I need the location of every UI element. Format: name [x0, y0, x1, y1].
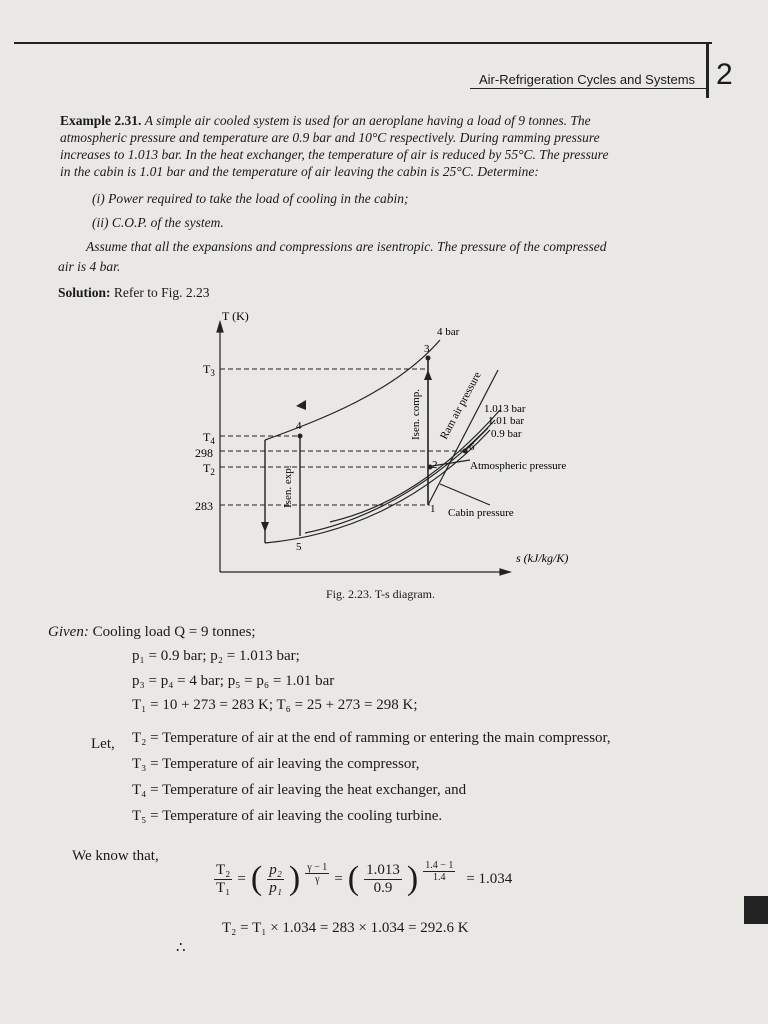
let-line-3: T₄ = Temperature of air leaving the heat exchanger, and — [132, 782, 467, 798]
pressure-fraction — [267, 862, 284, 897]
example-statement — [60, 112, 720, 180]
paren-close-1: ) — [288, 860, 301, 897]
exponent-2-numerator: 1.4 − 1 — [425, 860, 454, 871]
assumption-line-2: air is 4 bar. — [58, 259, 121, 274]
let-line-4: T₅ = Temperature of air leaving the cooling turbine. — [132, 808, 443, 824]
label-point-5: 5 — [296, 541, 302, 553]
exponent-1 — [305, 862, 329, 885]
let-line-2: T₃ = Temperature of air leaving the compressor, — [132, 756, 420, 772]
label-101: 1.01 bar — [488, 415, 525, 427]
let-line-1: T₂ = Temperature of air at the end of ramming or entering the main compressor, — [132, 730, 611, 746]
given-line-2: p₁ = 0.9 bar; p₂ = 1.013 bar; — [132, 648, 300, 664]
given-line-3: p₃ = p₄ = 4 bar; p₅ = p₆ = 1.01 bar — [132, 673, 335, 689]
label-atm: Atmospheric pressure — [470, 460, 567, 472]
label-point-4: 4 — [296, 420, 302, 432]
lhs-denominator: T₁ — [216, 879, 231, 896]
running-title: Air-Refrigeration Cycles and Systems — [479, 72, 696, 87]
we-know-text: We know that, — [72, 848, 159, 864]
figure-caption: Fig. 2.23. T-s diagram. — [326, 587, 436, 601]
compression-arrow — [424, 370, 432, 380]
value-denominator: 0.9 — [373, 879, 393, 896]
solution-text: Refer to Fig. 2.23 — [113, 285, 210, 300]
value-numerator: 1.013 — [366, 861, 400, 878]
solution-line — [58, 284, 210, 301]
header-vertical-rule — [706, 42, 709, 98]
label-ram: Ram air pressure — [438, 369, 484, 442]
example-line-3: increases to 1.013 bar. In the heat exchanger, the temperature of air is reduced by 55°C. The pressure — [60, 147, 609, 162]
state-point-6 — [463, 449, 468, 454]
ts-diagram — [0, 300, 768, 590]
given-line-4: T₁ = 10 + 273 = 283 K; T₆ = 25 + 273 = 298 K; — [132, 697, 418, 713]
exponent-1-denominator: γ — [315, 874, 320, 885]
paren-open-1: ( — [250, 860, 263, 897]
exponent-1-numerator: γ − 1 — [307, 862, 328, 873]
let-label: Let, — [91, 736, 115, 752]
isobar-cabin — [265, 430, 490, 543]
tick-t2: $T_2$ — [203, 461, 215, 477]
chapter-number: 2 — [716, 58, 733, 91]
state-point-4 — [298, 434, 303, 439]
expansion-arrow — [261, 522, 269, 532]
label-point-2: 2 — [432, 459, 438, 471]
label-4bar: 4 bar — [437, 326, 460, 338]
x-axis-arrow — [500, 569, 510, 575]
therefore-symbol: ∴ — [176, 940, 186, 956]
label-point-3: 3 — [424, 343, 430, 355]
y-axis-label: T (K) — [222, 309, 249, 323]
tick-283: 283 — [195, 499, 213, 513]
state-point-3 — [426, 356, 431, 361]
lhs-numerator: T₂ — [216, 861, 231, 878]
exponent-2 — [423, 860, 455, 883]
tick-298: 298 — [195, 446, 213, 460]
label-point-6: 6 — [469, 441, 475, 453]
top-rule — [14, 42, 712, 44]
label-cabin: Cabin pressure — [448, 507, 514, 519]
x-axis-label: s (kJ/kg/K) — [516, 551, 569, 565]
y-axis-arrow — [217, 322, 223, 332]
given-line-1 — [48, 624, 256, 641]
equation-line-2: T₂ = T₁ × 1.034 = 283 × 1.034 = 292.6 K — [222, 920, 469, 936]
assumption-line-1: Assume that all the expansions and compressions are isentropic. The pressure of the compressed — [86, 239, 607, 254]
equation-result: = 1.034 — [466, 870, 513, 887]
example-item-1: (i) Power required to take the load of cooling in the cabin; — [92, 191, 409, 206]
label-1013: 1.013 bar — [484, 403, 526, 415]
equals-1: = — [237, 870, 246, 887]
cabin-leader — [440, 484, 490, 505]
example-item-2: (ii) C.O.P. of the system. — [92, 215, 224, 230]
equation-ratio — [214, 860, 512, 898]
given-text-1: Cooling load Q = 9 tonnes; — [92, 624, 256, 640]
paren-close-2: ) — [406, 860, 419, 897]
lhs-fraction — [214, 862, 232, 897]
heat-exchanger-arrow — [296, 400, 306, 410]
pressure-denominator: p₁ — [269, 879, 282, 896]
solution-label: Solution: — [58, 285, 111, 300]
given-label: Given: — [48, 624, 89, 640]
example-line-4: in the cabin is 1.01 bar and the temperature of air leaving the cabin is 25°C. Determine: — [60, 164, 539, 179]
value-fraction — [364, 862, 402, 897]
exponent-2-denominator: 1.4 — [433, 872, 446, 883]
equals-2: = — [334, 870, 343, 887]
example-label: Example 2.31. — [60, 113, 142, 128]
example-line-1: A simple air cooled system is used for an aeroplane having a load of 9 tonnes. The — [144, 113, 591, 128]
tick-t4: $T_4$ — [203, 430, 215, 446]
tick-t3: $T_3$ — [203, 362, 215, 378]
paren-open-2: ( — [347, 860, 360, 897]
page-edge-mark — [744, 896, 768, 924]
label-point-1: 1 — [430, 503, 436, 515]
example-line-2: atmospheric pressure and temperature are 0.9 bar and 10°C respectively. During ramming pressure — [60, 130, 600, 145]
label-09: 0.9 bar — [491, 428, 522, 440]
label-isen-comp: Isen. comp. — [410, 388, 422, 440]
header-rule — [470, 88, 706, 89]
pressure-numerator: p₂ — [269, 861, 282, 878]
label-isen-exp: Isen. exp. — [282, 465, 294, 508]
